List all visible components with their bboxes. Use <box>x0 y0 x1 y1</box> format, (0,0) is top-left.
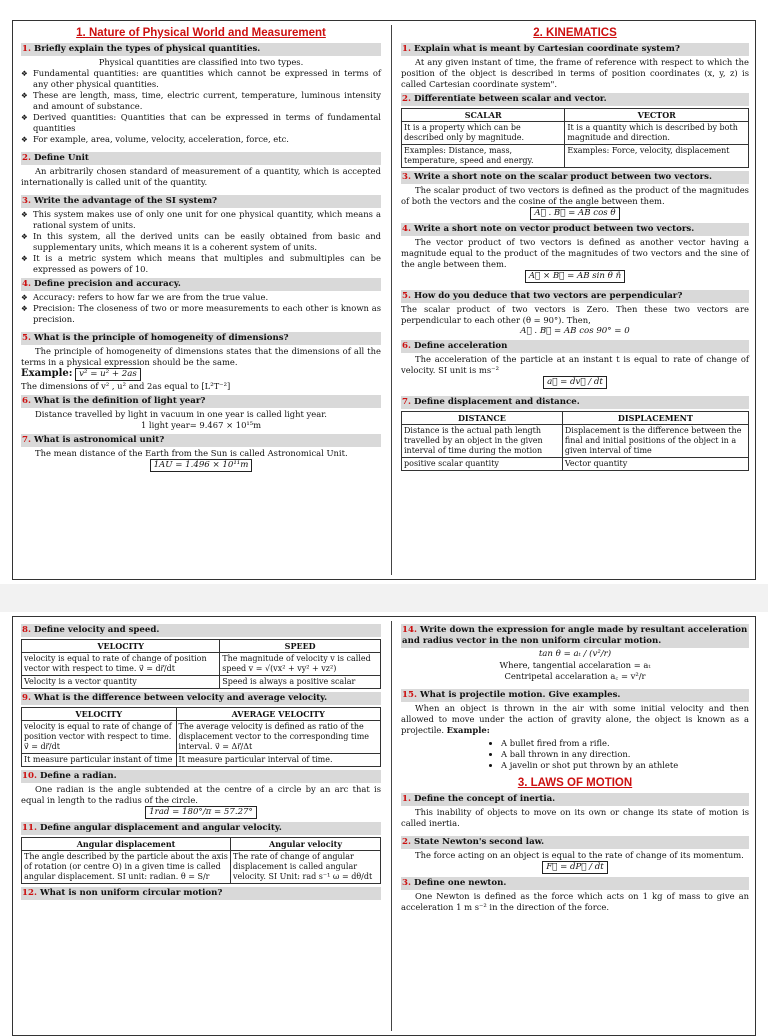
question-heading: 15. What is projectile motion. Give examples. <box>401 689 749 702</box>
list-item: • A ball thrown in any direction. <box>501 749 749 760</box>
paragraph: Where, tangential accelaration = aₜ <box>499 660 651 670</box>
list-item: • A bullet fired from a rifle. <box>501 738 749 749</box>
list-item: • A javelin or shot put thrown by an athlete <box>501 760 749 771</box>
list-item: ❖ Accuracy: refers to how far we are from the true value. <box>21 292 381 303</box>
paragraph: The force acting on an object is equal to the rate of change of its momentum. <box>415 850 744 860</box>
paragraph: This inability of objects to move on its own or change its state of motion is called inertia. <box>401 807 749 828</box>
paragraph: Distance travelled by light in vacuum in one year is called light year. <box>35 409 327 419</box>
question-heading: 5. What is the principle of homogeneity of dimensions? <box>21 332 381 345</box>
comparison-table <box>21 639 381 689</box>
question-heading: 7. Define displacement and distance. <box>401 396 749 409</box>
page2-left-column <box>17 617 385 1035</box>
chapter-title: 3. LAWS OF MOTION <box>517 777 633 789</box>
formula-line <box>401 861 749 874</box>
bullet-list <box>401 738 749 771</box>
list-item: ❖ Precision: The closeness of two or more measurements to each other is known as precision. <box>21 303 381 325</box>
formula: 1 light year= 9.467 × 10¹⁵m <box>140 420 262 430</box>
table-row: Velocity is a vector quantity Speed is always a positive scalar <box>22 676 381 689</box>
question-heading: 3. Write a short note on the scalar product between two vectors. <box>401 171 749 184</box>
question-heading: 4. Define precision and accuracy. <box>21 278 381 291</box>
formula-line <box>21 806 381 819</box>
list-item: ❖ In this system, all the derived units can be easily obtained from basic and supplementary units, which means it is a coherent system of units. <box>21 231 381 253</box>
table-row: velocity is equal to rate of change of position vector with respect to time. v⃗ = dr⃗/dt The magnitude of velocity v is called speed v = √(vx² + vy² + vz²) <box>22 653 381 676</box>
paragraph: The vector product of two vectors is defined as another vector having a magnitude equal to the product of the magnitudes of two vectors and the sine of the angle between them. <box>401 237 749 269</box>
table-row: The angle described by the particle about the axis of rotation (or centre O) in a given time is called angular displacement. SI unit: radian. θ = S/r The rate of change of angular displacement is called angular velocity. SI Unit: rad s⁻¹ ω = dθ/dt <box>22 851 381 884</box>
page1-left-column <box>17 21 385 579</box>
question-heading: 11. Define angular displacement and angular velocity. <box>21 822 381 835</box>
example-line: Example: v² = u² + 2as <box>21 368 381 381</box>
table-row: It measure particular instant of time It measure particular interval of time. <box>22 754 381 767</box>
page1-right-column <box>397 21 753 579</box>
paragraph: At any given instant of time, the frame of reference with respect to which the position of the object is described in terms of position coordinates (x, y, z) is called Cartesian coordinate system". <box>401 57 749 89</box>
column-divider <box>391 621 392 1031</box>
formula-box: A⃗ × B⃗ = AB sin θ n̂ <box>525 270 625 283</box>
list-item: ❖ This system makes use of only one unit for one physical quantity, which means a rational system of units. <box>21 209 381 231</box>
question-heading: 2. Differentiate between scalar and vector. <box>401 93 749 106</box>
comparison-table <box>21 707 381 767</box>
table-row: Distance is the actual path length travelled by an object in the given interval of time during the motion Displacement is the difference between the final and initial positions of the object in a given interval of time <box>402 425 749 458</box>
formula: tan θ = aₜ / (v²/r) <box>538 649 612 659</box>
page-gap <box>0 584 768 612</box>
question-heading: 8. Define velocity and speed. <box>21 624 381 637</box>
paragraph: One radian is the angle subtended at the centre of a circle by an arc that is equal in length to the radius of the circle. <box>21 784 381 805</box>
comparison-table <box>401 411 749 471</box>
paragraph: The mean distance of the Earth from the Sun is called Astronomical Unit. <box>35 448 348 458</box>
question-heading: 6. Define acceleration <box>401 340 749 353</box>
bullet-list <box>21 209 381 275</box>
table-row: positive scalar quantity Vector quantity <box>402 458 749 471</box>
comparison-table <box>401 108 749 168</box>
table-row: It is a property which can be described only by magnitude. It is a quantity which is described by both magnitude and direction. <box>402 122 749 145</box>
table-header: SPEED <box>220 640 381 653</box>
table-header: Angular velocity <box>231 838 381 851</box>
page2-right-column <box>397 617 753 1035</box>
paragraph: The principle of homogeneity of dimensions states that the dimensions of all the terms in a physical expression should be the same. <box>21 346 381 367</box>
formula: A⃗ . B⃗ = AB cos 90° = 0 <box>520 326 630 336</box>
list-item: ❖ For example, area, volume, velocity, acceleration, force, etc. <box>21 134 381 145</box>
question-heading: 12. What is non uniform circular motion? <box>21 887 381 900</box>
list-item: ❖ Fundamental quantities: are quantities which cannot be expressed in terms of any other physical quantities. <box>21 68 381 90</box>
question-heading: 14. Write down the expression for angle made by resultant acceleration and radius vector in the non uniform circular motion. <box>402 625 748 646</box>
chapter-title: 2. KINEMATICS <box>533 27 617 39</box>
paragraph: An arbitrarily chosen standard of measurement of a quantity, which is accepted internationally is called unit of the quantity. <box>21 166 381 187</box>
page-1 <box>12 20 756 580</box>
formula-box: 1rad = 180°/π = 57.27° <box>145 806 257 819</box>
formula-box: F⃗ = dP⃗ / dt <box>542 861 608 874</box>
list-item: ❖ It is a metric system which means that multiples and submultiples can be expressed as powers of 10. <box>21 253 381 275</box>
bullet-list <box>21 68 381 145</box>
question-heading: 1. Explain what is meant by Cartesian coordinate system? <box>401 43 749 56</box>
table-header: DISPLACEMENT <box>562 412 748 425</box>
question-heading: 2. Define Unit <box>21 152 381 165</box>
paragraph: Centripetal accelaration a꜀ = v²/r <box>504 671 646 681</box>
table-header: DISTANCE <box>402 412 563 425</box>
formula-line <box>401 270 749 283</box>
list-item: ❖ These are length, mass, time, electric current, temperature, luminous intensity and amount of substance. <box>21 90 381 112</box>
formula-line <box>401 207 749 220</box>
formula-line <box>401 376 749 389</box>
table-header: Angular displacement <box>22 838 231 851</box>
paragraph: One Newton is defined as the force which acts on 1 kg of mass to give an acceleration 1 m s⁻² in the direction of the force. <box>401 891 749 912</box>
paragraph: The dimensions of v² , u² and 2as equal to [L²T⁻²] <box>21 381 231 391</box>
question-heading: 5. How do you deduce that two vectors are perpendicular? <box>401 290 749 303</box>
chapter-title: 1. Nature of Physical World and Measurement <box>76 27 326 39</box>
table-row: Examples: Distance, mass, temperature, speed and energy. Examples: Force, velocity, displacement <box>402 145 749 168</box>
formula-line <box>21 459 381 472</box>
question-heading: 9. What is the difference between velocity and average velocity. <box>21 692 381 705</box>
question-heading: 6. What is the definition of light year? <box>21 395 381 408</box>
question-heading: 3. Define one newton. <box>401 877 749 890</box>
formula-box: 1AU = 1.496 × 10¹¹m <box>150 459 253 472</box>
comparison-table <box>21 837 381 884</box>
table-header: VELOCITY <box>22 708 177 721</box>
question-heading: 1. Define the concept of inertia. <box>401 793 749 806</box>
table-row: velocity is equal to rate of change of position vector with respect to time. v⃗ = dr⃗/dt The average velocity is defined as ratio of the displacement vector to the corresponding time interval. v⃗ = Δr⃗/Δt <box>22 721 381 754</box>
question-heading: 7. What is astronomical unit? <box>21 434 381 447</box>
question-heading: 1. Briefly explain the types of physical quantities. <box>21 43 381 56</box>
paragraph: When an object is thrown in the air with some initial velocity and then allowed to move under the action of gravity alone, the object is known as a projectile. Example: <box>401 703 749 735</box>
formula-box: a⃗ = dv⃗ / dt <box>543 376 607 389</box>
table-header: SCALAR <box>402 109 565 122</box>
list-item: ❖ Derived quantities: Quantities that can be expressed in terms of fundamental quantities <box>21 112 381 134</box>
formula-box: A⃗ . B⃗ = AB cos θ <box>530 207 619 220</box>
question-heading: 4. Write a short note on vector product between two vectors. <box>401 223 749 236</box>
table-header: AVERAGE VELOCITY <box>176 708 380 721</box>
table-header: VELOCITY <box>22 640 220 653</box>
question-heading: 2. State Newton's second law. <box>401 836 749 849</box>
paragraph: The scalar product of two vectors is defined as the product of the magnitudes of both the vectors and the cosine of the angle between them. <box>401 185 749 206</box>
formula-box: v² = u² + 2as <box>75 368 141 381</box>
page-2 <box>12 616 756 1036</box>
bullet-list <box>21 292 381 325</box>
table-header: VECTOR <box>565 109 749 122</box>
paragraph: The scalar product of two vectors is Zero. Then these two vectors are perpendicular to each other (θ = 90°). Then, <box>401 304 749 325</box>
column-divider <box>391 25 392 575</box>
paragraph: The acceleration of the particle at an instant t is equal to rate of change of velocity. SI unit is ms⁻² <box>401 354 749 375</box>
paragraph: Physical quantities are classified into two types. <box>98 57 304 67</box>
question-heading: 3. Write the advantage of the SI system? <box>21 195 381 208</box>
question-heading: 10. Define a radian. <box>21 770 381 783</box>
